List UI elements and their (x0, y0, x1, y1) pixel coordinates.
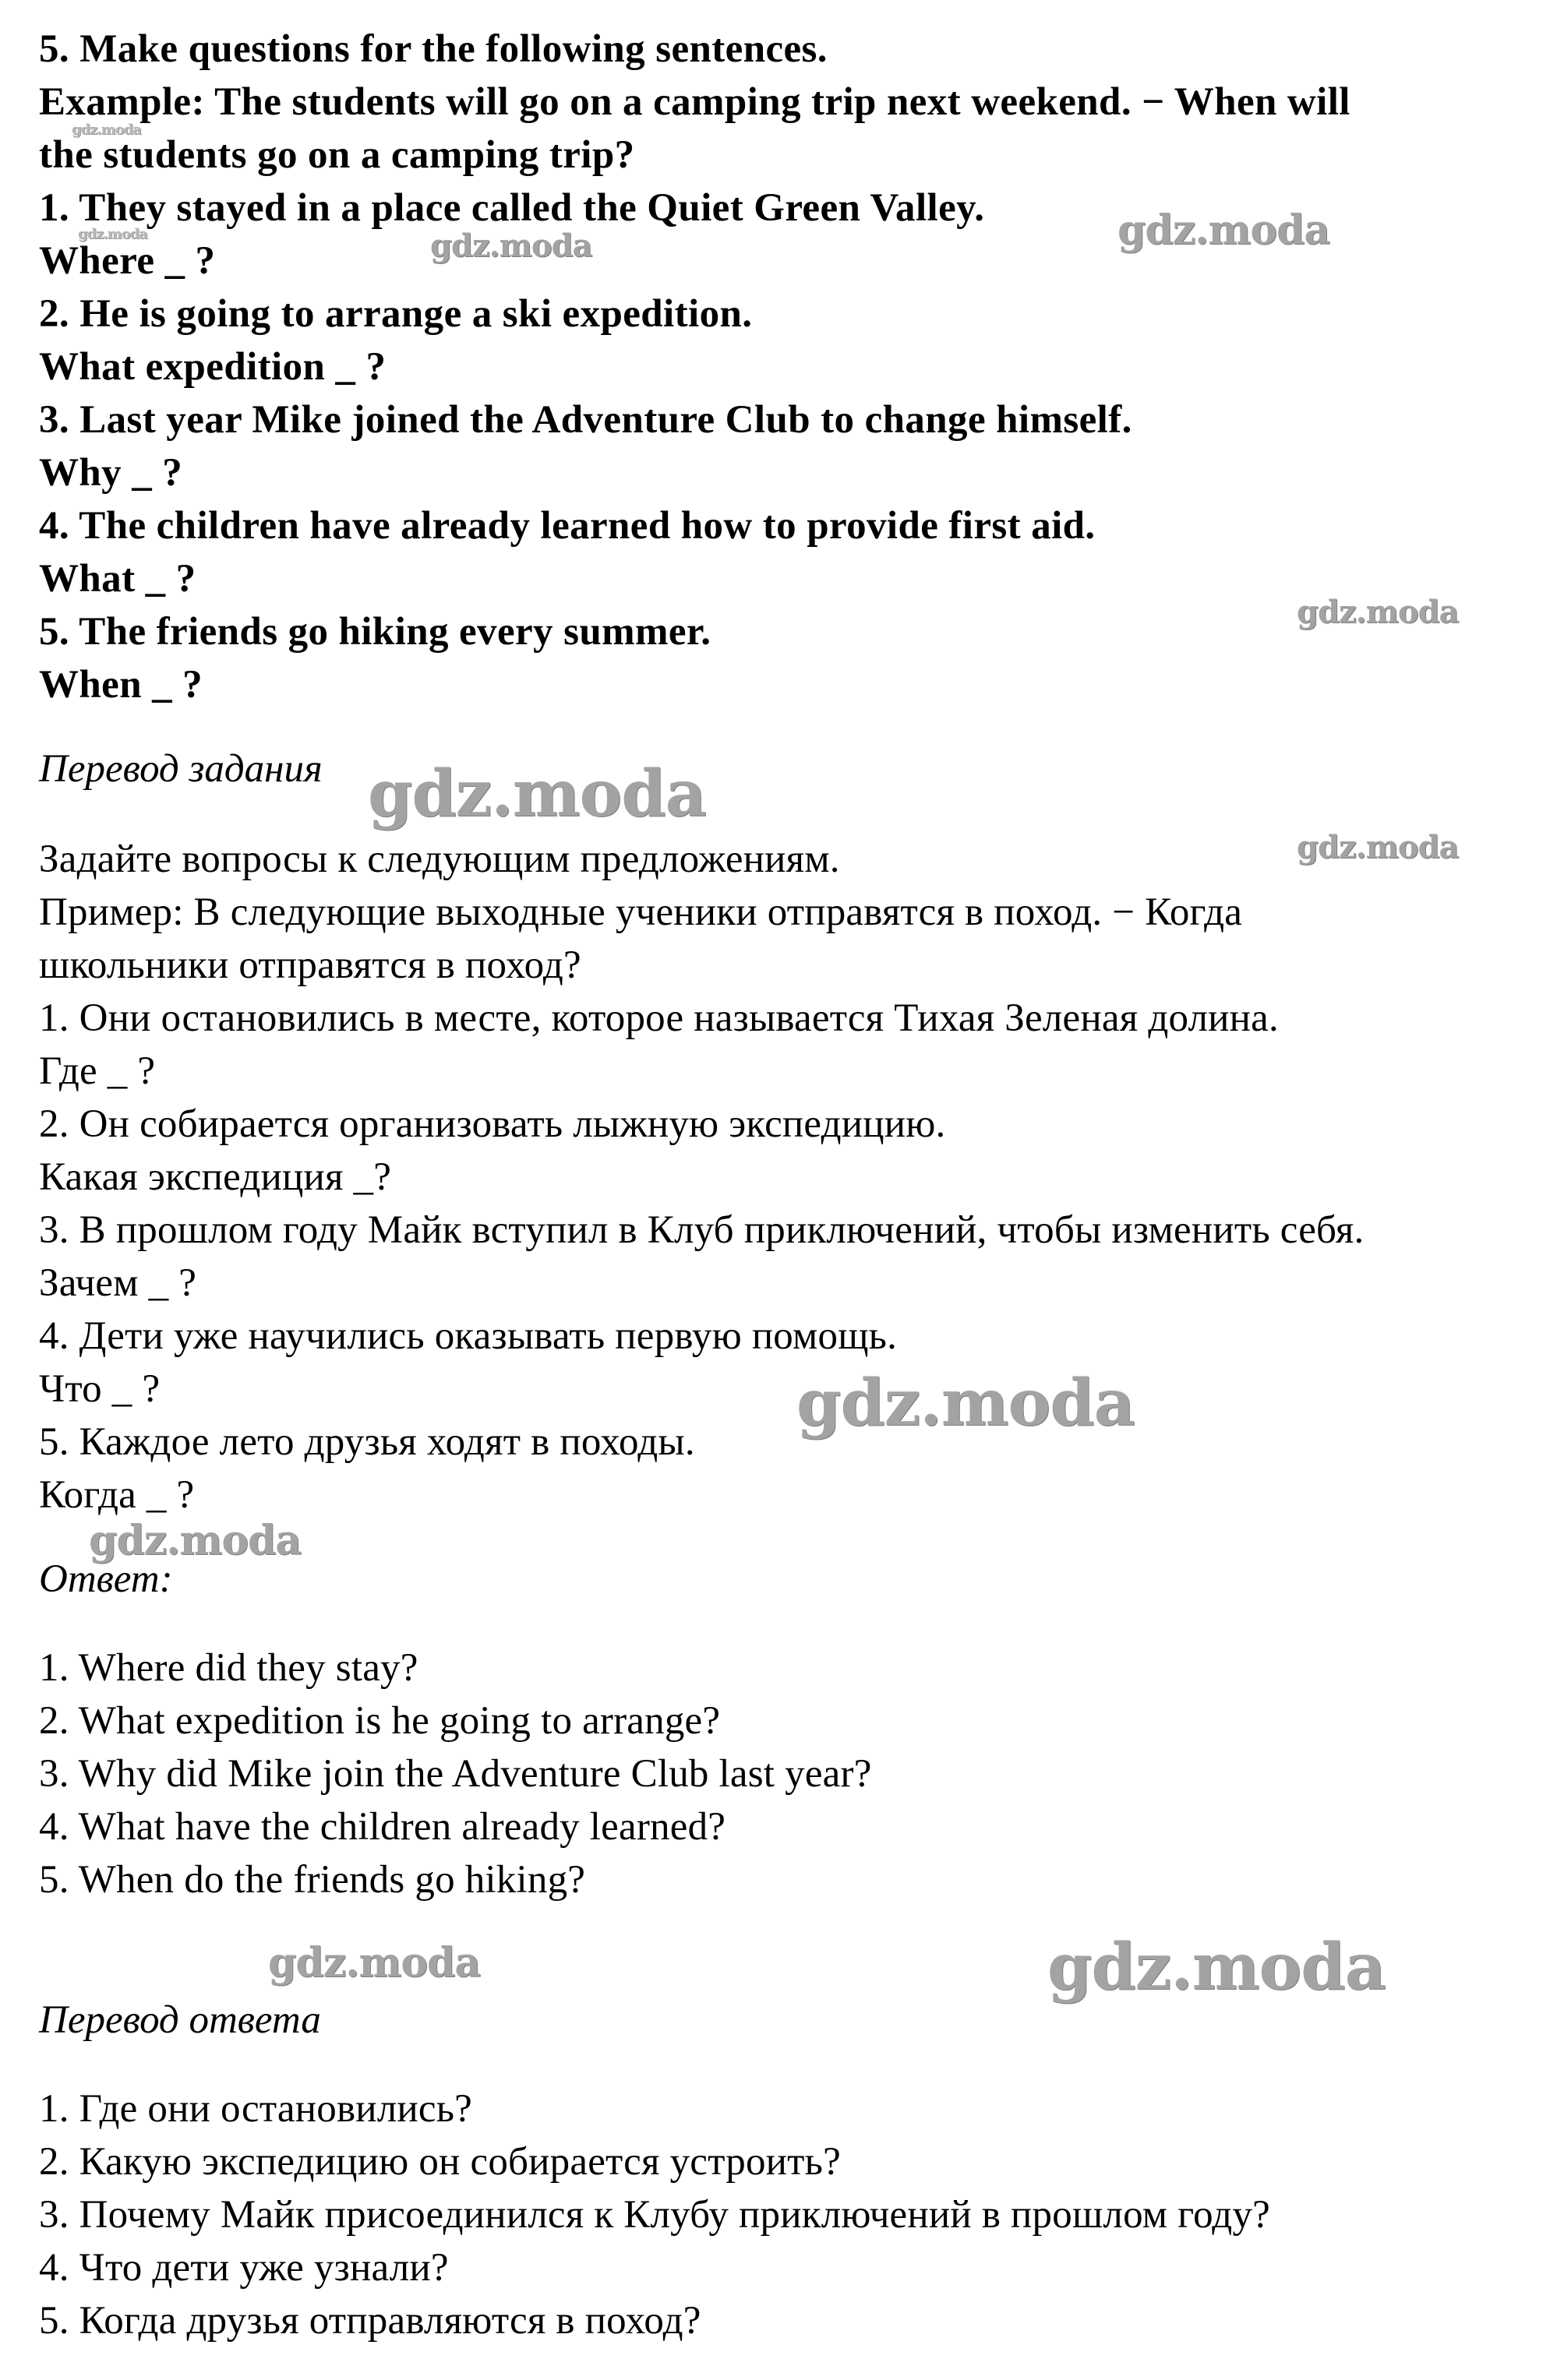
task-item-3-sentence: 3. Last year Mike joined the Adventure Club to change himself. (39, 398, 1132, 442)
watermark: gdz.moda (1297, 829, 1459, 866)
task-translation-item-4-sentence: 4. Дети уже научились оказывать первую помощь. (39, 1314, 898, 1358)
watermark: gdz.moda (1117, 206, 1330, 254)
answer-item-2: 2. What expedition is he going to arrange? (39, 1699, 721, 1743)
task-item-2-prompt: What expedition _ ? (39, 345, 387, 389)
task-translation-example-line2: школьники отправятся в поход? (39, 943, 581, 987)
answer-item-1: 1. Where did they stay? (39, 1646, 418, 1690)
answer-translation-item-2: 2. Какую экспедицию он собирается устроить? (39, 2140, 841, 2184)
task-translation-item-1-prompt: Где _ ? (39, 1049, 156, 1093)
task-item-5-sentence: 5. The friends go hiking every summer. (39, 610, 711, 654)
watermark: gdz.moda (368, 756, 706, 831)
answer-translation-item-1: 1. Где они остановились? (39, 2087, 473, 2131)
task-translation-item-1-sentence: 1. Они остановились в месте, которое называется Тихая Зеленая долина. (39, 996, 1279, 1040)
task-example-line2: the students go on a camping trip? (39, 133, 635, 177)
answer-item-4: 4. What have the children already learned? (39, 1805, 726, 1849)
task-item-1-prompt: Where _ ? (39, 239, 216, 283)
task-item-4-sentence: 4. The children have already learned how to provide first aid. (39, 504, 1096, 548)
task-translation-item-5-prompt: Когда _ ? (39, 1473, 195, 1517)
task-example-line1: Example: The students will go on a camping trip next weekend. − When will (39, 80, 1350, 124)
answer-translation-item-5: 5. Когда друзья отправляются в поход? (39, 2299, 701, 2343)
watermark: gdz.moda (268, 1939, 481, 1987)
answer-label: Ответ: (39, 1557, 173, 1601)
watermark: gdz.moda (430, 227, 592, 264)
watermark: gdz.moda (1047, 1930, 1386, 2004)
task-heading: 5. Make questions for the following sentences. (39, 27, 828, 71)
task-translation-heading: Задайте вопросы к следующим предложениям. (39, 837, 840, 881)
task-translation-item-4-prompt: Что _ ? (39, 1367, 161, 1411)
watermark: gdz.moda (1297, 594, 1459, 630)
task-translation-item-5-sentence: 5. Каждое лето друзья ходят в походы. (39, 1420, 695, 1464)
task-item-1-sentence: 1. They stayed in a place called the Quiet Green Valley. (39, 186, 985, 230)
answer-item-3: 3. Why did Mike join the Adventure Club last year? (39, 1752, 872, 1796)
watermark: gdz.moda (72, 122, 141, 138)
task-translation-item-3-sentence: 3. В прошлом году Майк вступил в Клуб приключений, чтобы изменить себя. (39, 1208, 1365, 1252)
watermark: gdz.moda (89, 1517, 302, 1564)
watermark: gdz.moda (796, 1366, 1135, 1440)
task-translation-item-3-prompt: Зачем _ ? (39, 1261, 197, 1305)
task-translation-example-line1: Пример: В следующие выходные ученики отправятся в поход. − Когда (39, 890, 1243, 934)
task-translation-label: Перевод задания (39, 747, 323, 791)
task-translation-item-2-sentence: 2. Он собирается организовать лыжную экспедицию. (39, 1102, 946, 1146)
task-item-2-sentence: 2. He is going to arrange a ski expedition. (39, 292, 753, 336)
task-translation-item-2-prompt: Какая экспедиция _? (39, 1155, 392, 1199)
answer-translation-label: Перевод ответа (39, 1998, 321, 2042)
task-item-5-prompt: When _ ? (39, 663, 203, 707)
watermark: gdz.moda (78, 226, 147, 242)
answer-item-5: 5. When do the friends go hiking? (39, 1858, 586, 1902)
task-item-4-prompt: What _ ? (39, 557, 196, 601)
task-item-3-prompt: Why _ ? (39, 451, 183, 495)
answer-translation-item-3: 3. Почему Майк присоединился к Клубу приключений в прошлом году? (39, 2193, 1270, 2237)
answer-translation-item-4: 4. Что дети уже узнали? (39, 2246, 449, 2290)
